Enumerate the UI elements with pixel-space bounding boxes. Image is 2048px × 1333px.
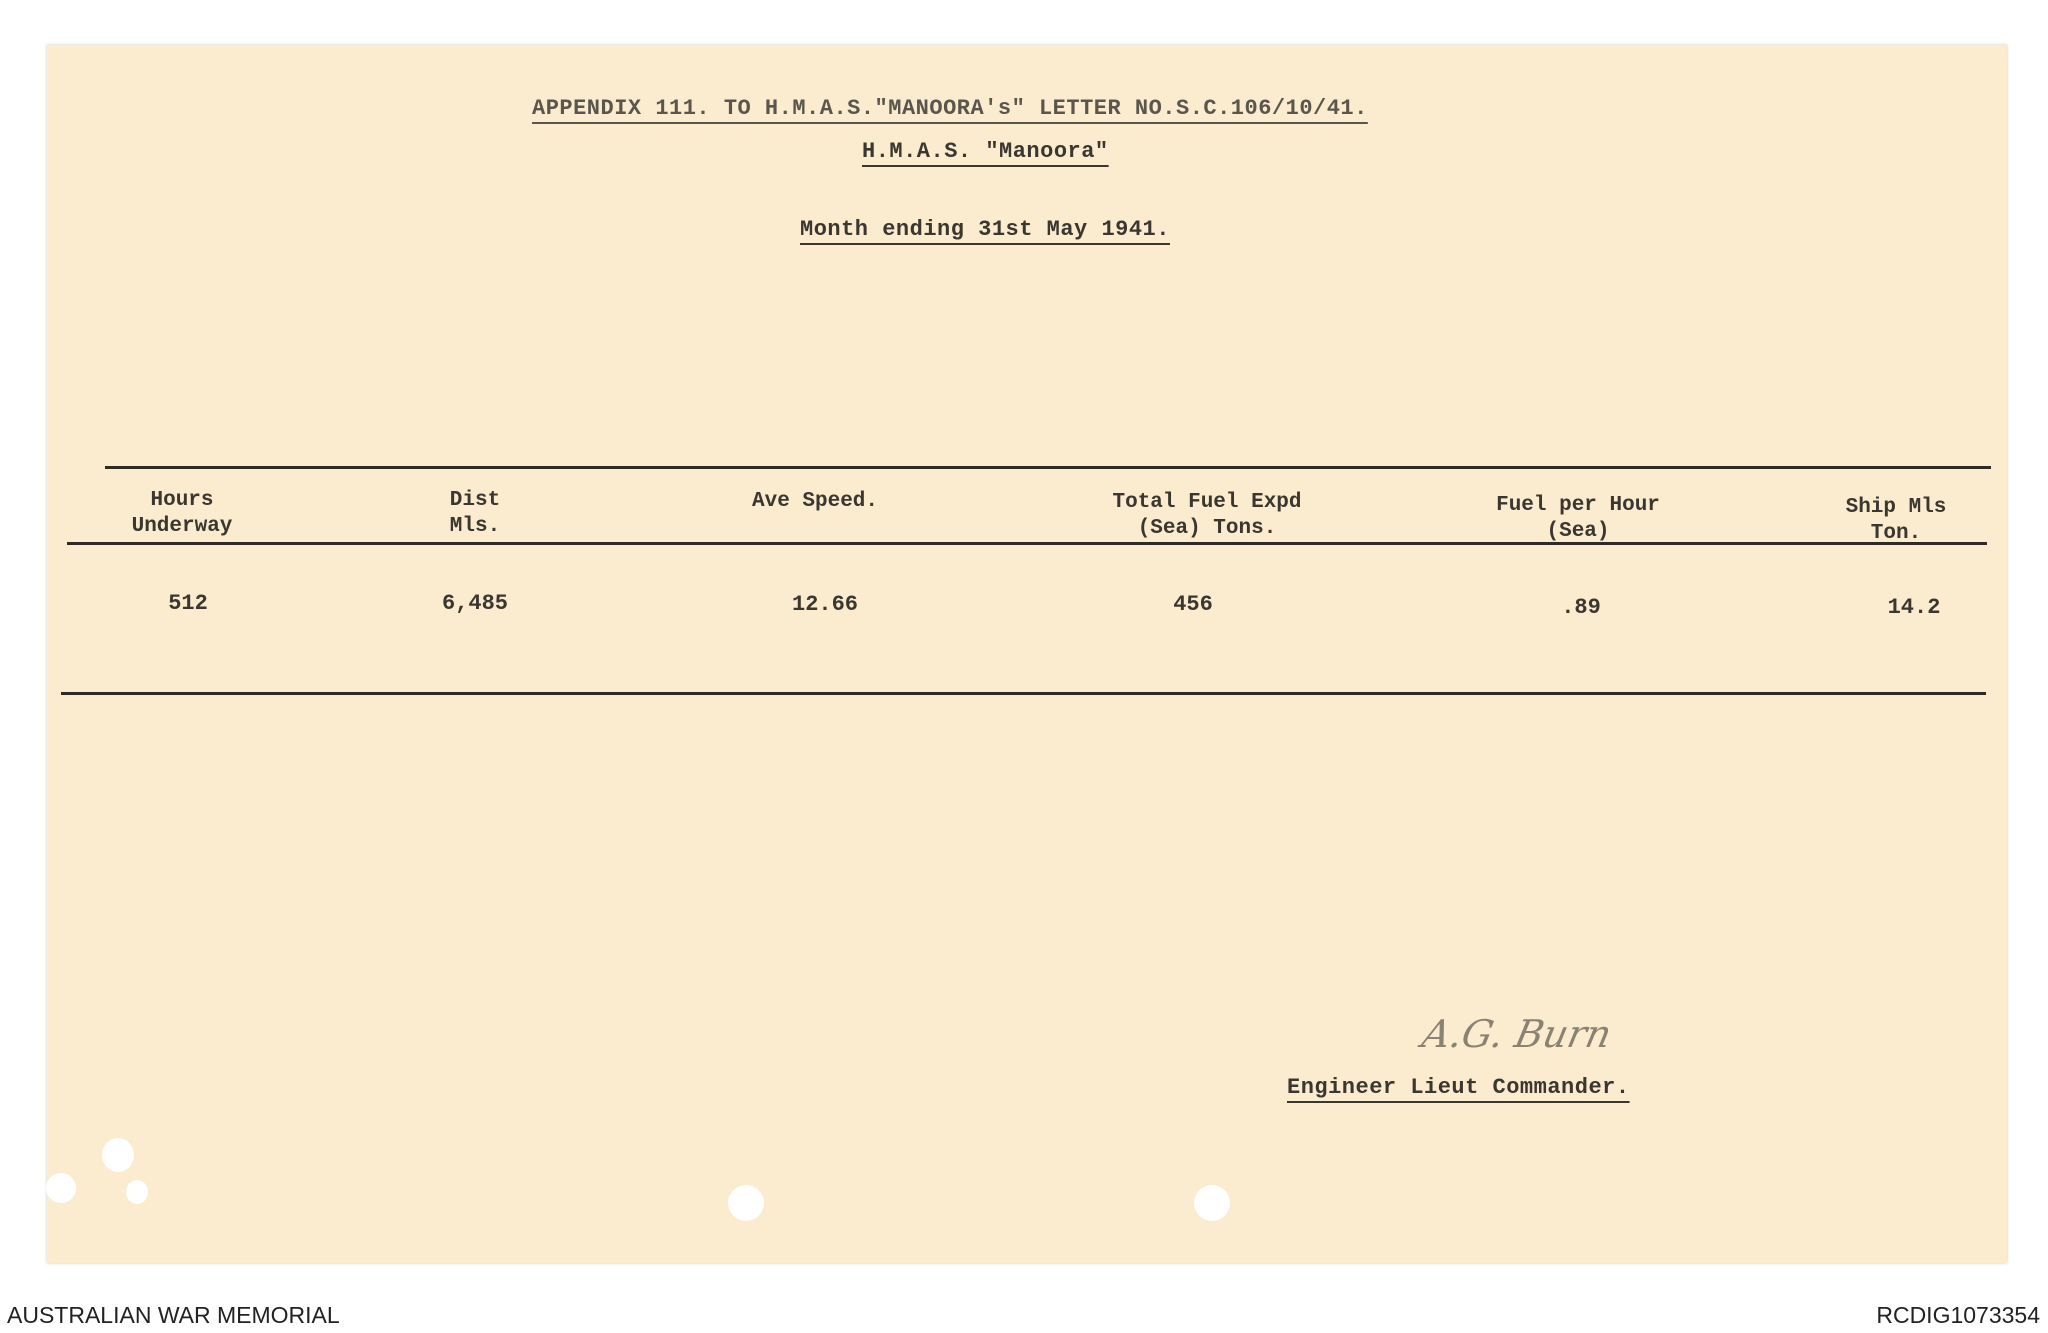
table-cell-total-fuel: 456 <box>1173 592 1213 617</box>
column-header-line: Ship Mls <box>1845 496 1947 519</box>
column-header-total-fuel <box>1112 490 1301 543</box>
table-cell-distance: 6,485 <box>441 591 509 616</box>
footer-archive-id: RCDIG1073354 <box>1876 1302 2040 1328</box>
column-header-line: Hours <box>150 489 214 512</box>
column-header-hours <box>132 488 233 541</box>
column-header-fuel-per-hour <box>1496 493 1660 546</box>
handwritten-signature: A.G. Burn <box>1418 1012 1616 1056</box>
table-cell-avg-speed: 12.66 <box>791 592 859 617</box>
column-header-line: Total Fuel Expd <box>1112 491 1302 514</box>
column-header-line: Underway <box>131 515 233 539</box>
paper-damage-mark <box>126 1180 148 1204</box>
table-header-rule <box>67 542 1987 545</box>
column-header-avg-speed <box>752 489 878 515</box>
table-bottom-rule <box>61 692 1986 695</box>
document-heading-ship: H.M.A.S. "Manoora" <box>862 139 1109 164</box>
column-header-line: Dist <box>449 489 501 512</box>
table-cell-ship-mls-ton: 14.2 <box>1887 595 1941 620</box>
table-cell-hours: 512 <box>168 591 208 616</box>
column-header-line: Ave Speed. <box>751 490 879 513</box>
column-header-line: (Sea) <box>1546 520 1610 544</box>
column-header-line: Fuel per Hour <box>1496 494 1660 517</box>
column-header-line: (Sea) Tons. <box>1137 517 1277 541</box>
document-heading-appendix: APPENDIX 111. TO H.M.A.S."MANOORA's" LETTER NO.S.C.106/10/41. <box>532 96 1368 121</box>
column-header-line: Mls. <box>449 515 501 539</box>
paper-damage-mark <box>46 1173 76 1203</box>
column-header-distance <box>450 488 500 541</box>
signatory-title: Engineer Lieut Commander. <box>1287 1075 1630 1100</box>
punch-hole <box>728 1185 764 1221</box>
column-header-line: Ton. <box>1870 522 1922 546</box>
document-heading-month: Month ending 31st May 1941. <box>800 217 1170 242</box>
footer-archive-name: AUSTRALIAN WAR MEMORIAL <box>7 1302 340 1328</box>
punch-hole <box>1194 1185 1230 1221</box>
table-top-rule <box>105 466 1991 469</box>
table-cell-fuel-per-hour: .89 <box>1561 595 1601 620</box>
column-header-ship-mls-ton <box>1846 495 1947 548</box>
paper-damage-mark <box>102 1138 134 1172</box>
